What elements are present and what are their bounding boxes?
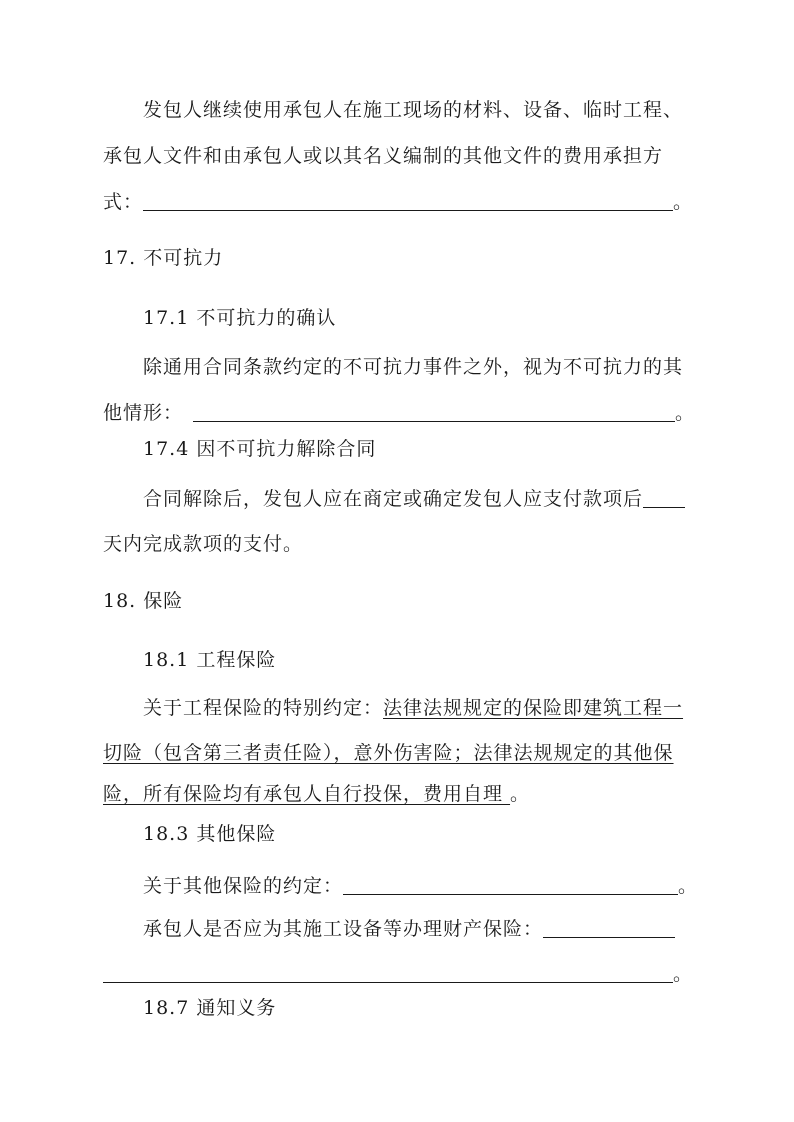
period: 。 (675, 402, 696, 424)
field-label: 他情形： (103, 402, 184, 424)
paragraph-line (103, 958, 693, 990)
filled-value: 法律法规规定的保险即建筑工程一 (383, 697, 684, 719)
filled-value: 险，所有保险均有承包人自行投保，费用自理 (103, 783, 511, 805)
subsection-heading: 17.4 因不可抗力解除合同 (143, 438, 377, 460)
paragraph-line: 承包人文件和由承包人或以其名义编制的其他文件的费用承担方 (103, 145, 664, 167)
paragraph-line (103, 778, 530, 810)
subsection-heading: 17.1 不可抗力的确认 (143, 307, 337, 329)
section-heading: 17. 不可抗力 (103, 247, 224, 269)
period: 。 (673, 963, 694, 985)
section-heading: 18. 保险 (103, 590, 184, 612)
fill-blank[interactable] (343, 872, 678, 895)
paragraph-line: 发包人继续使用承包人在施工现场的材料、设备、临时工程、 (143, 99, 684, 121)
fill-blank[interactable] (543, 915, 675, 938)
field-label: 承包人是否应为其施工设备等办理财产保险： (143, 918, 544, 940)
filled-value: 切险（包含第三者责任险），意外伤害险；法律法规规定的其他保 (103, 742, 674, 764)
subsection-heading: 18.7 通知义务 (143, 997, 277, 1019)
paragraph-line (143, 483, 685, 515)
paragraph-line (143, 692, 683, 724)
field-label: 关于其他保险的约定： (143, 875, 344, 897)
fill-blank[interactable] (643, 485, 685, 508)
period: 。 (673, 191, 694, 213)
fill-blank[interactable] (103, 960, 673, 983)
field-label: 式： (103, 191, 144, 213)
paragraph-text: 合同解除后，发包人应在商定或确定发包人应支付款项后 (143, 488, 644, 510)
subsection-heading: 18.1 工程保险 (143, 649, 277, 671)
subsection-heading: 18.3 其他保险 (143, 823, 277, 845)
period: 。 (678, 875, 699, 897)
paragraph-line (143, 913, 675, 945)
fill-blank[interactable] (143, 188, 673, 211)
paragraph-line (103, 737, 674, 769)
paragraph-line (103, 397, 695, 429)
paragraph-line: 天内完成款项的支付。 (103, 533, 304, 555)
field-label: 关于工程保险的特别约定： (143, 697, 384, 719)
fill-blank[interactable] (193, 399, 675, 422)
paragraph-line: 除通用合同条款约定的不可抗力事件之外，视为不可抗力的其 (143, 356, 684, 378)
period: 。 (510, 783, 531, 805)
paragraph-line (103, 186, 693, 218)
paragraph-line (143, 870, 698, 902)
